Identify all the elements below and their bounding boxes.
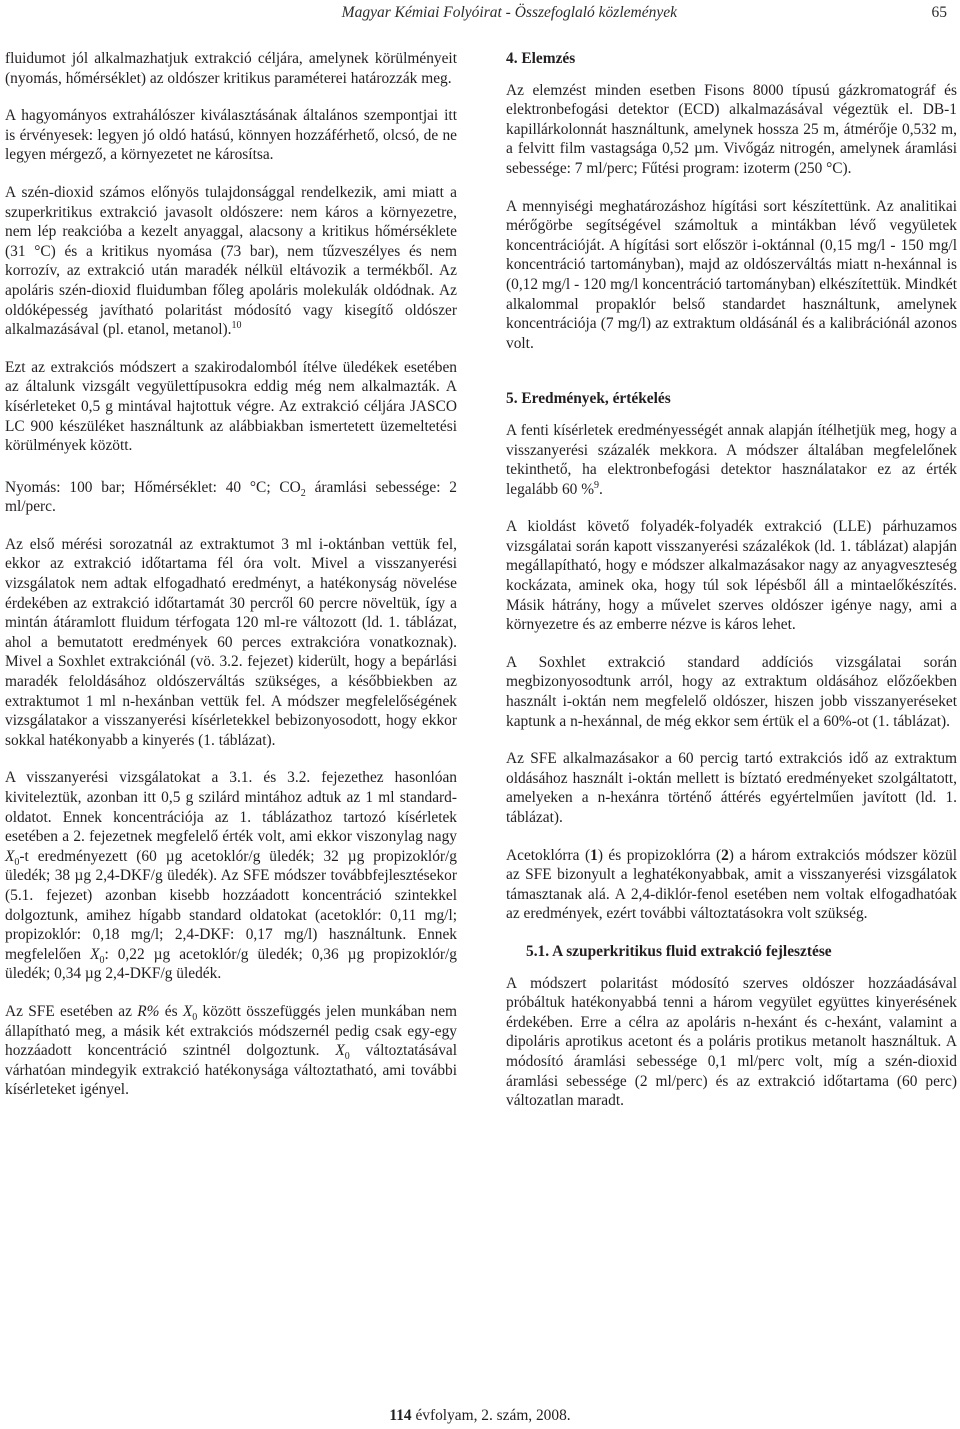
reference-marker: 9 bbox=[594, 479, 600, 491]
paragraph: Acetoklórra (1) és propizoklórra (2) a három extrakciós módszer közül az SFE bizonyult a leghatékonyabbak, amit a visszanyerési vizsgálatok támasztanak alá. A 2,4-diklór-fenol esetében nem voltak elfogadhatóak az eredmények, ezért további változtatásokra volt szükség. bbox=[506, 846, 957, 923]
paragraph: Nyomás: 100 bar; Hőmérséklet: 40 °C; $CO_2$ áramlási sebessége: 2 ml/perc. bbox=[5, 478, 457, 516]
paragraph: Az SFE esetében az R% és $X_0$ között összefüggés jelen munkában nem állapítható meg, a másik két extrakciós módszernél pedig csak egy-egy hozzáadott koncentráció szintnél dolgoztunk. $X_0$ változtatásával várhatóan mindegyik extrakció hatékonysága változtatható, ami további kísérleteket igényel. bbox=[5, 1002, 458, 1099]
journal-title: Magyar Kémiai Folyóirat - Összefoglaló közlemények bbox=[341, 4, 677, 21]
paragraph: fluidumot jól alkalmazhatjuk extrakció céljára, amelynek körülményeit (nyomás, hőmérséklet) az oldószer kritikus paraméterei határozzák meg. bbox=[5, 50, 457, 87]
paragraph: A fenti kísérletek eredményességét annak alapján ítélhetjük meg, hogy a visszanyerési százalék mekkora. A módszer általában megfelelőnek tekinthető, ha elektronbefogási detektor használatakor ez az érték legalább 60 %$^9$. bbox=[506, 421, 957, 498]
paragraph: A szén-dioxid számos előnyös tulajdonsággal rendelkezik, ami miatt a szuperkritikus extrakció javasolt oldószere: nem káros a környezetre, nem lép reakcióba a kezelt anyaggal, alacsony a kritikus hőmérséklete (31 °C) és a kritikus nyomása (73 bar), nem tűzveszélyes és nem korrozív, az extrakció után maradék nélkül eltávozik a termékből. Az apoláris szén-dioxid fluidumban főleg apoláris molekulák oldódnak. Az oldóképesség javítható polaritást módosító vagy kisegítő oldószer alkalmazásával (pl. etanol, metanol).$^{10}$ bbox=[5, 183, 457, 339]
paragraph: A mennyiségi meghatározáshoz hígítási sort készítettünk. Az analitikai mérőgörbe segítségével számoltuk a mintákban lévő vegyületek koncentrációját. A hígítási sort először i-oktánnal (0,15 mg/l - 150 mg/l koncentráció tartományban), majd az oldószerváltás miatt n-hexánnal is (0,12 mg/l - 120 mg/l koncentráció tartományban) elkészítettük. Mindkét alkalommal propaklór belső standardet használtunk, amelynek koncentrációja (7 mg/l) az extraktum oldásánál és a kalibrációnál azonos volt. bbox=[506, 197, 957, 352]
paragraph: A visszanyerési vizsgálatokat a 3.1. és 3.2. fejezethez hasonlóan kiviteleztük, azonban itt 0,5 g szilárd mintához adtuk az 1 ml standard-oldatot. Ennek koncentrációja az 1. táblázathoz tartozó kísérletek esetében a 2. fejezetnek megfelelő érték volt, ami ekkor viszonylag nagy $X_0-t$ eredményezett (60 µg acetoklór/g üledék; 32 µg propizoklór/g üledék; 38 µg 2,4-DKF/g üledék). Az SFE módszer továbbfejlesztésekor (5.1. fejezet) azonban kisebb hozzáadott koncentráció szintekkel dolgoztunk, amihez hígabb standard oldatokat (acetoklór: 0,11 mg/l; propizoklór: 0,18 mg/l; 2,4-DKF: 0,17 mg/l) használtunk. Ennek megfelelően $X_0$: 0,22 µg acetoklór/g üledék; 0,36 µg propizoklór/g üledék; 0,34 µg 2,4-DKF/g üledék. bbox=[5, 769, 457, 983]
left-column bbox=[5, 49, 457, 1118]
page-number: 65 bbox=[931, 4, 947, 21]
volume-number: 114 bbox=[389, 1407, 412, 1424]
reference-marker: 10 bbox=[231, 320, 242, 331]
paragraph: Az elemzést minden esetben Fisons 8000 típusú gázkromatográf és elektronbefogási detektor (ECD) alkalmazásával végeztük el. DB-1 kapillárkolonnát használtunk, amelynek hossza 25 m, átmérője 0,532 m, a felvitt film vastagsága 0,52 µm. Vivőgáz nitrogén, amelynek áramlási sebessége: 7 ml/perc; Fűtési program: izoterm (250 °C). bbox=[506, 81, 957, 177]
paragraph: Ezt az extrakciós módszert a szakirodalomból ítélve üledékek esetében az általunk vizsgált vegyülettípusokra eddig még nem alkalmazták. A kísérleteket 0,5 g mintával hajtottuk végre. Az extrakció céljára JASCO LC 900 készüléket használtunk az alábbiakban ismertetett üzemeltetési körülmények között. bbox=[5, 358, 457, 455]
right-column bbox=[506, 49, 957, 1129]
section-heading: 4. Elemzés bbox=[506, 50, 576, 67]
paragraph: Az SFE alkalmazásakor a 60 percig tartó extrakciós idő az extraktum oldásához használt i-oktán mellett is bíztató eredményeket szolgáltatott, amelyeken a n-hexánra történő áttérés egyértelműen javított (ld. 1. táblázat). bbox=[506, 750, 957, 826]
paragraph: Az első mérési sorozatnál az extraktumot 3 ml i-oktánban vettük fel, ekkor az extrakció időtartama fél óra volt. Mivel a visszanyerési vizsgálatok nem adtak elfogadható eredményt, a hatékonyság növelése érdekében az extrakció időtartamát 30 percről 60 percre növeltük, így a mintán átáramlott fluidum térfogata 120 ml-re változott (ld. 1. táblázat, ahol a bemutatott eredmények 60 perces extrakcióra vonatkoznak). Mivel a Soxhlet extrakciónál (vö. 3.2. fejezet) kiderült, hogy a bepárlási maradék feloldásához oldószerváltás szükséges, a későbbiekben az extraktumot 1 ml n-hexánban vettük fel. A módszer megfelelőségének vizsgálatakor a visszanyerési kísérletekkel bebizonyosodott, hogy ekkor sokkal hatékonyabb a kinyerés (1. táblázat). bbox=[5, 535, 457, 749]
paragraph: A kioldást követő folyadék-folyadék extrakció (LLE) párhuzamos vizsgálatai során kapott visszanyerési százalékok (ld. 1. táblázat) alapján megállapítható, hogy e módszer alkalmazásakor nagy az anyagveszteség kockázata, aminek oka, hogy túl sok lépésből áll a mintaelőkészítés. Másik hátrány, hogy a művelet szerves oldószer igénye nagy, ami a környezetre és az emberre nézve is káros lehet. bbox=[506, 518, 957, 634]
section-heading: 5. Eredmények, értékelés bbox=[506, 390, 671, 408]
page-footer bbox=[0, 1407, 960, 1425]
paragraph: A Soxhlet extrakció standard addíciós vizsgálatai során megbizonyosodtunk arról, hogy az extraktum oldásához előzőekben használt i-oktán nem megfelelő oldószer, hiszen jobb visszanyeréseket kaptunk a n-hexánnal, de még ekkor sem értük el a 60%-ot (1. táblázat). bbox=[506, 653, 957, 730]
paragraph: A hagyományos extrahálószer kiválasztásának általános szempontjai itt is érvényesek: legyen jó oldó hatású, könnyen hozzáférhető, olcsó, de ne legyen mérgező, a környezetet ne károsítsa. bbox=[5, 107, 457, 164]
subsection-heading: 5.1. A szuperkritikus fluid extrakció fejlesztése bbox=[526, 942, 832, 960]
volume-text: évfolyam, 2. szám, 2008. bbox=[411, 1407, 571, 1424]
paragraph: A módszert polaritást módosító szerves oldószer hozzáadásával próbáltuk hatékonyabbá tenni a három vegyület együttes kinyerésének érdekében. Erre a célra az apoláris n-hexánt és c-hexánt, valamint a dipoláris aprotikus acetont és a poláris protikus metanolt használtuk. A módosító áramlási sebessége 0,1 ml/perc volt, míg a szén-dioxid áramlási sebessége (2 ml/perc) és az extrakció időtartama (60 perc) változatlan maradt. bbox=[506, 974, 957, 1110]
running-header bbox=[0, 4, 947, 24]
